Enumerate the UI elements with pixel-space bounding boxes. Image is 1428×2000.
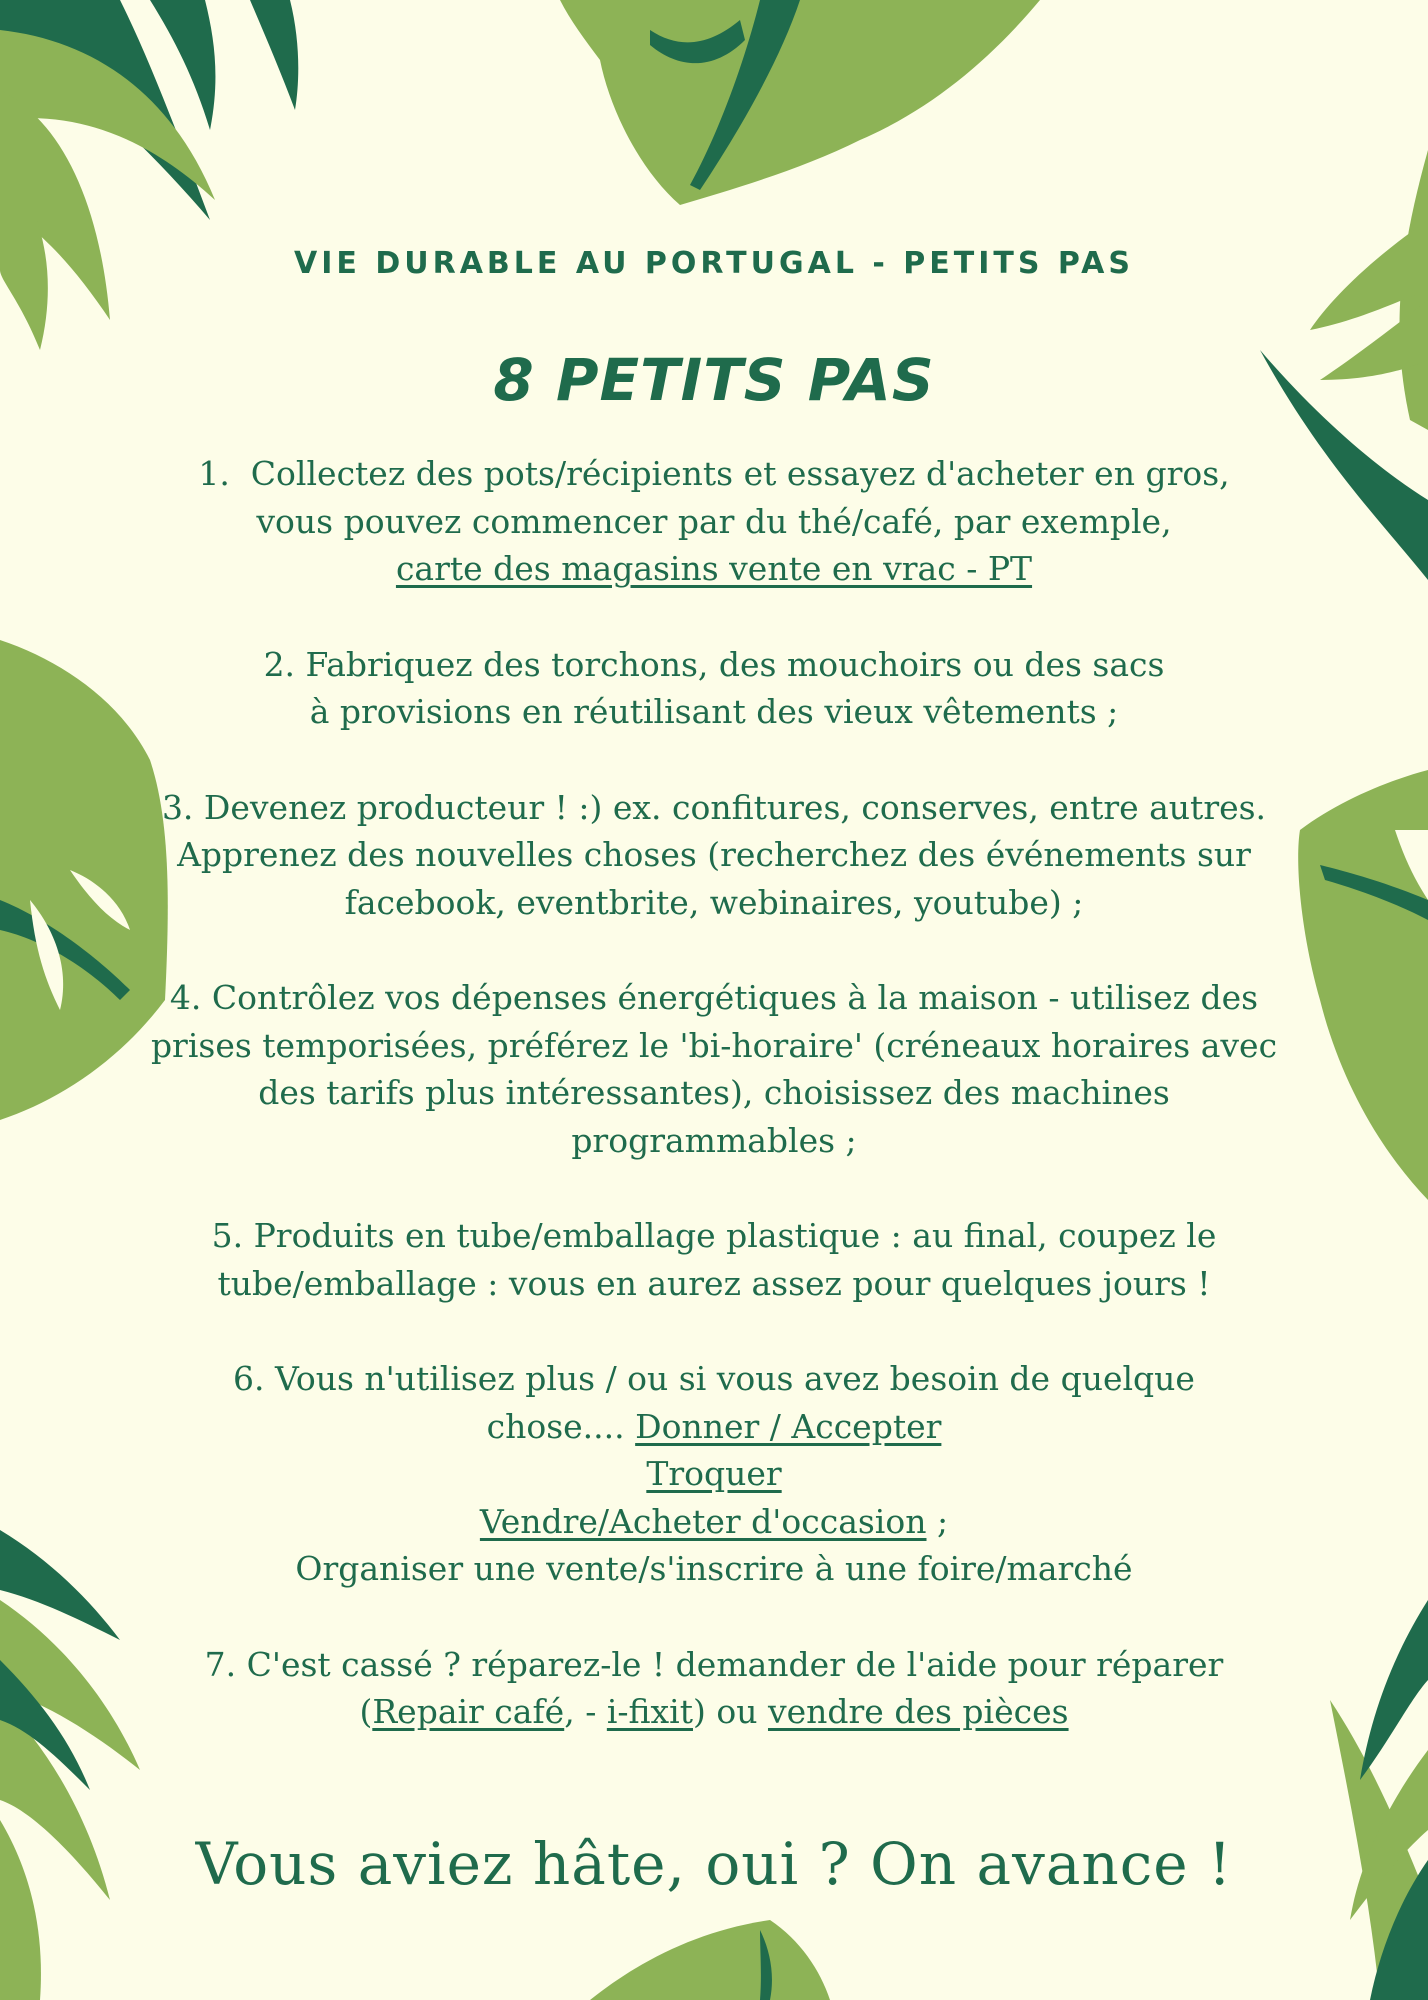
step-1 [150,450,1278,593]
buy-sell-used-link[interactable]: Vendre/Acheter d'occasion [479,1501,927,1541]
step-7-line-2 [150,1688,1278,1736]
step-3 [150,784,1278,927]
poster-title: 8 PETITS PAS [493,346,935,414]
step-6-line-3 [150,1450,1278,1498]
sell-parts-link[interactable]: vendre des pièces [767,1692,1069,1731]
step-1-line-3 [150,545,1278,593]
step-6-prefix: chose.... [486,1406,636,1446]
step-4 [150,974,1278,1164]
bulk-shops-map-link[interactable]: carte des magasins vente en vrac - PT [395,549,1033,588]
poster-kicker: VIE DURABLE AU PORTUGAL - PETITS PAS [294,246,1134,281]
step-6-line-1: 6. Vous n'utilisez plus / ou si vous avez besoin de quelque [233,1359,1195,1398]
swap-link[interactable]: Troquer [646,1454,782,1493]
step-6-suffix: ; [926,1501,949,1541]
step-7-sep: , - [564,1692,607,1731]
step-7-line-1: 7. C'est cassé ? réparez-le ! demander de l'aide pour réparer [204,1644,1224,1684]
give-accept-link[interactable]: Donner / Accepter [635,1406,942,1446]
step-6-line-4 [150,1498,1278,1546]
step-4-text: 4. Contrôlez vos dépenses énergétiques à la maison - utilisez des prises temporisées, préférez le 'bi-horaire' (créneaux horaires avec des tarifs plus intéressantes), choisissez des machines programmables ; [150,978,1278,1160]
step-7-open: ( [359,1692,373,1731]
poster-footer: Vous aviez hâte, oui ? On avance ! [195,1830,1233,1898]
step-1-line-2: vous pouvez commencer par du thé/café, par exemple, [256,501,1172,541]
step-2 [150,641,1278,736]
step-5-text: 5. Produits en tube/emballage plastique : au final, coupez le tube/emballage : vous en aurez assez pour quelques jours ! [211,1216,1217,1303]
step-3-text: 3. Devenez producteur ! :) ex. confitures, conserves, entre autres. Apprenez des nouvelles choses (recherchez des événements sur facebook, eventbrite, webinaires, youtube) ; [161,787,1267,922]
steps-list [150,450,1278,1784]
step-6-line-2 [150,1403,1278,1451]
step-7 [150,1641,1278,1736]
repair-cafe-link[interactable]: Repair café [372,1692,565,1731]
step-1-line-1: 1. Collectez des pots/récipients et essayez d'acheter en gros, [198,454,1230,493]
step-6-line-5: Organiser une vente/s'inscrire à une foire/marché [295,1549,1133,1588]
step-7-mid: ) ou [693,1692,768,1731]
step-5 [150,1212,1278,1307]
ifixit-link[interactable]: i-fixit [606,1692,693,1731]
step-2-text: 2. Fabriquez des torchons, des mouchoirs ou des sacs à provisions en réutilisant des vieux vêtements ; [263,644,1165,731]
step-6 [150,1355,1278,1593]
